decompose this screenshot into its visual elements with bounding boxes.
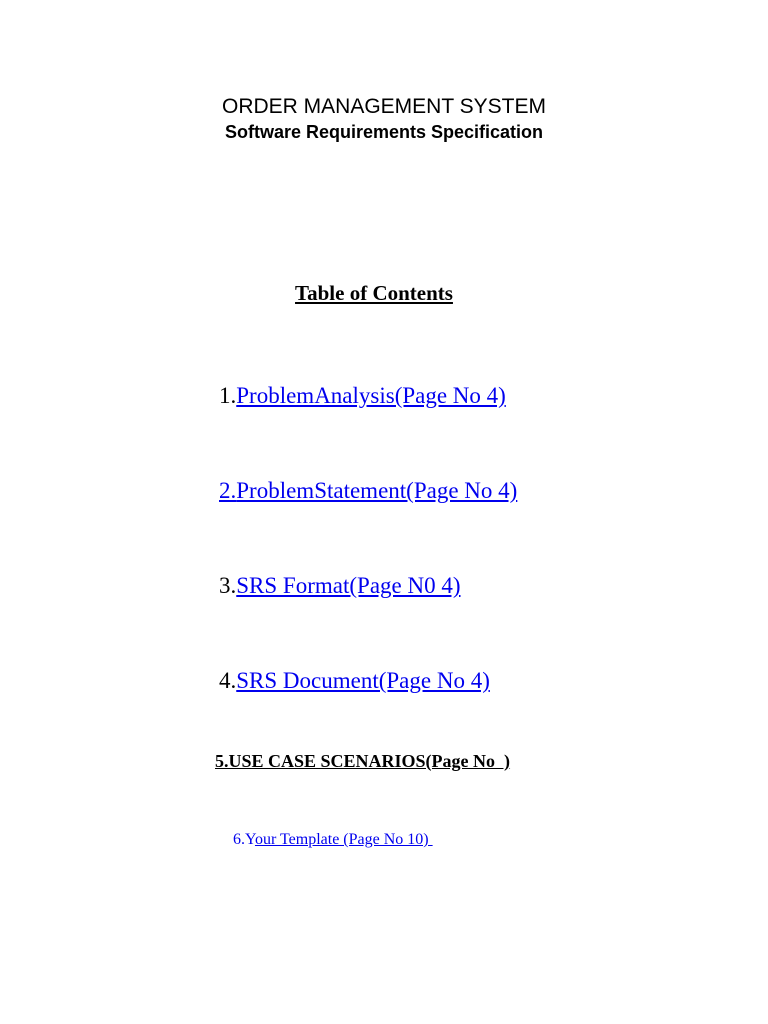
toc-entry-your-template xyxy=(217,808,433,871)
toc-entry-number: 4. xyxy=(219,668,237,693)
toc-entry-srs-format xyxy=(219,571,461,601)
document-subtitle: Software Requirements Specification xyxy=(224,122,544,142)
toc-link-problem-statement[interactable]: ProblemStatement(Page No 4) xyxy=(236,478,518,503)
document-title: ORDER MANAGEMENT SYSTEM xyxy=(222,95,546,118)
toc-heading: Table of Contents xyxy=(295,281,453,305)
toc-entry-use-case-scenarios: 5.USE CASE SCENARIOS(Page No ) xyxy=(215,751,511,771)
toc-link-srs-format[interactable]: SRS Format(Page N0 4) xyxy=(236,573,461,598)
toc-entry-srs-document xyxy=(219,666,490,696)
toc-entry-number: 3. xyxy=(219,573,237,598)
toc-link-your-template[interactable]: our Template (Page No 10) xyxy=(254,831,433,848)
toc-link-problem-analysis[interactable]: ProblemAnalysis(Page No 4) xyxy=(236,383,506,408)
toc-link-srs-document[interactable]: SRS Document(Page No 4) xyxy=(236,668,490,693)
toc-entry-number: 6.Y xyxy=(233,831,255,848)
toc-entry-number: 1. xyxy=(219,383,237,408)
toc-entry-number[interactable]: 2. xyxy=(219,478,237,503)
toc-entry-problem-statement xyxy=(219,476,517,506)
toc-entry-problem-analysis xyxy=(219,381,506,411)
